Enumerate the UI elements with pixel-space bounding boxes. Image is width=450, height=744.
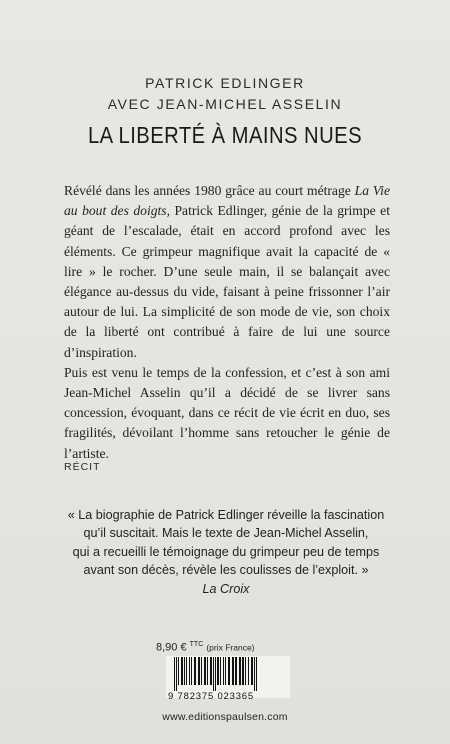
quote-line: qu’il suscitait. Mais le texte de Jean-Michel Asselin, bbox=[83, 526, 369, 541]
price-ttc: TTC bbox=[189, 641, 204, 648]
barcode-bar bbox=[186, 657, 187, 685]
isbn-number: 9 782375 023365 bbox=[168, 691, 254, 702]
blurb-paragraph-2: Puis est venu le temps de la confession, et c’est à son ami Jean-Michel Asselin qu’il a décidé de se livrer sans concession, évoquant, dans ce récit de vie écrit en duo, ses fragilités, dévoilant l’homme sans retoucher le génie de l’artiste. bbox=[64, 364, 390, 461]
barcode-bar bbox=[256, 657, 257, 691]
barcode-bar bbox=[239, 657, 241, 685]
price-note: (prix France) bbox=[206, 642, 255, 653]
barcode-bar bbox=[184, 657, 185, 685]
barcode-bar bbox=[181, 657, 183, 685]
barcode-bar bbox=[217, 657, 219, 685]
price-label bbox=[156, 641, 306, 654]
quote-line: qui a recueilli le témoignage du grimpeur peu de temps bbox=[72, 544, 380, 559]
barcode-bar bbox=[201, 657, 202, 685]
author-name: PATRICK EDLINGER bbox=[145, 75, 305, 91]
barcode-bar bbox=[204, 657, 206, 685]
quote-source: La Croix bbox=[202, 581, 250, 596]
barcode-bar bbox=[210, 657, 212, 685]
barcode-bar bbox=[235, 657, 237, 685]
quote-line: « La biographie de Patrick Edlinger réveille la fascination bbox=[67, 508, 385, 522]
barcode-bars bbox=[166, 656, 290, 692]
barcode-bar bbox=[248, 657, 249, 685]
barcode-bar bbox=[251, 657, 253, 685]
blurb bbox=[64, 181, 390, 464]
barcode-bar bbox=[176, 657, 177, 691]
book-title: LA LIBERTÉ À MAINS NUES bbox=[87, 122, 363, 148]
blurb-text: , Patrick Edlinger, génie de la grimpe et géant de l’escalade, était en accord profond avec les éléments. Ce grimpeur magnifique avait la capacité de « lire » le rocher. D’une seule main, il se balançait avec élégance au-dessus du vide, faisant à peine frissonner l’air autour de lui. La simplicité de son mode de vie, son choix de la liberté ont contribué à faire de lui une source d’inspiration. bbox=[64, 203, 390, 360]
publisher-website: www.editionspaulsen.com bbox=[162, 711, 288, 723]
press-quote bbox=[60, 506, 392, 598]
barcode-bar bbox=[245, 657, 246, 685]
barcode-bar bbox=[194, 657, 196, 685]
barcode-bar bbox=[198, 657, 200, 685]
barcode-bar bbox=[178, 657, 179, 685]
blurb-paragraph-1 bbox=[64, 181, 390, 363]
film-title: La Vie au bout des doigts bbox=[64, 183, 390, 219]
genre-label: RÉCIT bbox=[64, 461, 101, 473]
barcode-bar bbox=[189, 657, 190, 685]
barcode-bar bbox=[228, 657, 230, 685]
barcode-bar bbox=[215, 657, 216, 691]
quote-line: avant son décès, révèle les coulisses de l’exploit. » bbox=[83, 563, 369, 578]
barcode-bar bbox=[225, 657, 226, 685]
barcode-bar bbox=[232, 657, 234, 685]
barcode-bar bbox=[242, 657, 244, 685]
barcode-bar bbox=[191, 657, 192, 685]
co-author-name: AVEC JEAN-MICHEL ASSELIN bbox=[107, 96, 343, 112]
blurb-text: Révélé dans les années 1980 grâce au court métrage bbox=[64, 183, 355, 198]
barcode-bar bbox=[254, 657, 255, 691]
barcode-bar bbox=[213, 657, 214, 691]
barcode-bar bbox=[174, 657, 175, 691]
barcode-bar bbox=[207, 657, 208, 685]
barcode-bar bbox=[223, 657, 224, 685]
barcode-bar bbox=[220, 657, 221, 685]
price-amount: 8,90 € bbox=[156, 641, 187, 654]
